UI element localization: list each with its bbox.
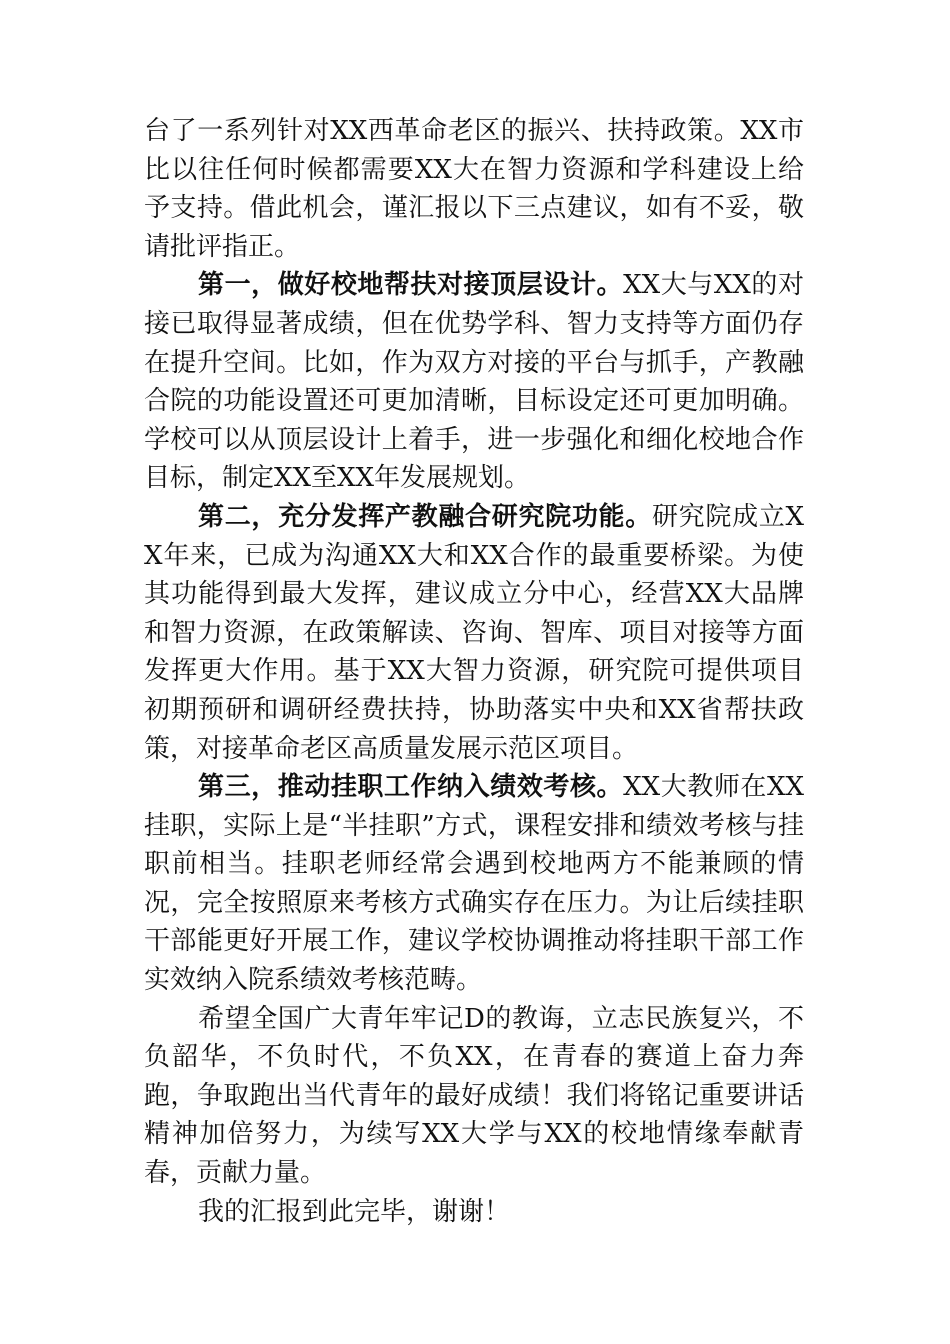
paragraph-text: 我的汇报到此完毕，谢谢！ (198, 1196, 511, 1227)
paragraph-text: 研究院成立XX年来，已成为沟通XX大和XX合作的最重要桥梁。为使其功能得到最大发挥，建议成立分中心，经营XX大品牌和智力资源，在政策解读、咨询、智库、项目对接等方面发挥更大作用。基于XX大智力资源，研究院可提供项目初期预研和调研经费扶持，协助落实中央和XX省帮扶政策，对接革命老区高质量发展示范区项目。 (144, 501, 804, 764)
paragraph-suggestion-one (144, 266, 804, 498)
paragraph-closing-thanks (144, 1193, 804, 1232)
paragraph-suggestion-two (144, 498, 804, 768)
paragraph-heading: 第二，充分发挥产教融合研究院功能。 (198, 501, 652, 532)
paragraph-continuation (144, 112, 804, 266)
paragraph-heading: 第三，推动挂职工作纳入绩效考核。 (198, 772, 624, 803)
document-page (144, 112, 804, 1231)
paragraph-heading: 第一，做好校地帮扶对接顶层设计。 (198, 270, 624, 301)
paragraph-closing-hope (144, 1000, 804, 1193)
paragraph-text: 台了一系列针对XX西革命老区的振兴、扶持政策。XX市比以往任何时候都需要XX大在智力资源和学科建设上给予支持。借此机会，谨汇报以下三点建议，如有不妥，敬请批评指正。 (144, 116, 804, 262)
paragraph-text: 希望全国广大青年牢记D的教诲，立志民族复兴，不负韶华，不负时代，不负XX，在青春的赛道上奋力奔跑，争取跑出当代青年的最好成绩！我们将铭记重要讲话精神加倍努力，为续写XX大学与XX的校地情缘奉献青春，贡献力量。 (144, 1003, 804, 1189)
paragraph-text: XX大教师在XX挂职，实际上是“半挂职”方式，课程安排和绩效考核与挂职前相当。挂职老师经常会遇到校地两方不能兼顾的情况，完全按照原来考核方式确实存在压力。为让后续挂职干部能更好开展工作，建议学校协调推动将挂职干部工作实效纳入院系绩效考核范畴。 (144, 772, 804, 996)
paragraph-suggestion-three (144, 768, 804, 1000)
paragraph-text: XX大与XX的对接已取得显著成绩，但在优势学科、智力支持等方面仍存在提升空间。比如，作为双方对接的平台与抓手，产教融合院的功能设置还可更加清晰，目标设定还可更加明确。学校可以从顶层设计上着手，进一步强化和细化校地合作目标，制定XX至XX年发展规划。 (144, 270, 804, 494)
